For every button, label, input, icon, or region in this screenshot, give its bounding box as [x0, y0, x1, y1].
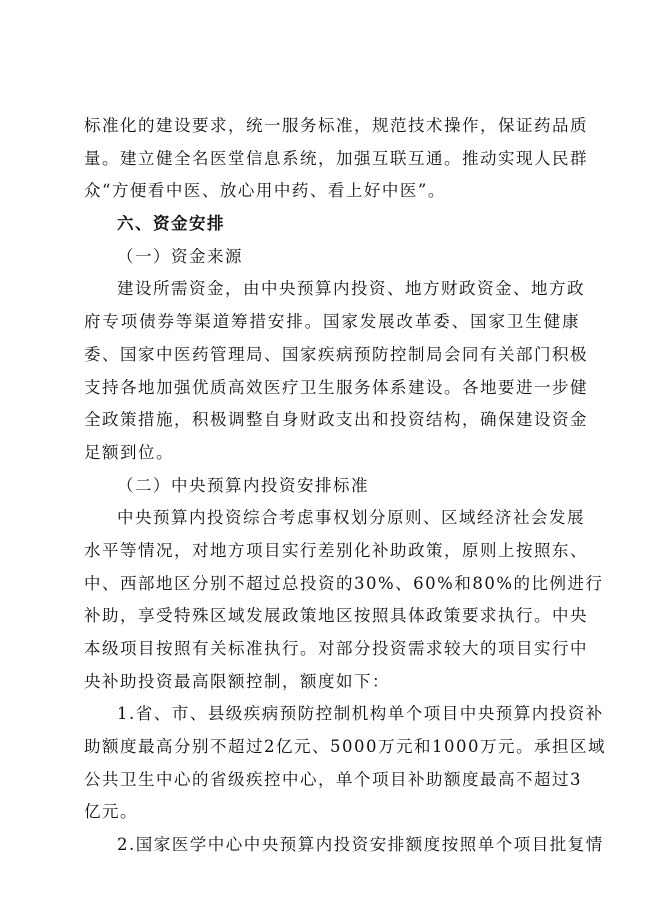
section-heading: 六、资金安排	[117, 214, 225, 234]
paragraph-line: 支持各地加强优质高效医疗卫生服务体系建设。各地要进一步健	[84, 377, 588, 397]
paragraph-line: 水平等情况，对地方项目实行差别化补助政策，原则上按照东、	[84, 540, 588, 560]
paragraph-line: 中、西部地区分别不超过总投资的30%、60%和80%的比例进行	[84, 573, 604, 593]
subsection-heading: （一）资金来源	[117, 246, 243, 266]
paragraph-line: 委、国家中医药管理局、国家疾病预防控制局会同有关部门积极	[84, 344, 588, 364]
document-body	[84, 110, 606, 862]
paragraph-line: 全政策措施，积极调整自身财政支出和投资结构，确保建设资金	[84, 410, 588, 430]
paragraph-line: 本级项目按照有关标准执行。对部分投资需求较大的项目实行中	[84, 639, 588, 658]
paragraph-line: 建设所需资金，由中央预算内投资、地方财政资金、地方政	[117, 279, 585, 299]
list-item-line: 2.国家医学中心中央预算内投资安排额度按照单个项目批复情	[117, 835, 604, 855]
list-item-line: 公共卫生中心的省级疾控中心，单个项目补助额度最高不超过3	[84, 769, 582, 789]
paragraph-line: 府专项债券等渠道筹措安排。国家发展改革委、国家卫生健康	[84, 312, 580, 332]
paragraph-line: 央补助投资最高限额控制，额度如下：	[84, 671, 390, 691]
paragraph-line: 众“方便看中医、放心用中药、看上好中医”。	[84, 181, 446, 201]
subsection-heading: （二）中央预算内投资安排标准	[117, 475, 369, 495]
paragraph-line: 量。建立健全名医堂信息系统，加强互联互通。推动实现人民群	[84, 148, 588, 168]
list-item-line: 亿元。	[84, 802, 138, 822]
paragraph-line: 补助，享受特殊区域发展政策地区按照具体政策要求执行。中央	[84, 606, 588, 626]
paragraph-line: 标准化的建设要求，统一服务标准，规范技术操作，保证药品质	[84, 116, 588, 135]
list-item-line: 助额度最高分别不超过2亿元、5000万元和1000万元。承担区域	[84, 737, 606, 757]
paragraph-line: 足额到位。	[84, 442, 174, 462]
paragraph-line: 中央预算内投资综合考虑事权划分原则、区域经济社会发展	[117, 508, 585, 528]
list-item-line: 1.省、市、县级疾病预防控制机构单个项目中央预算内投资补	[117, 704, 604, 724]
